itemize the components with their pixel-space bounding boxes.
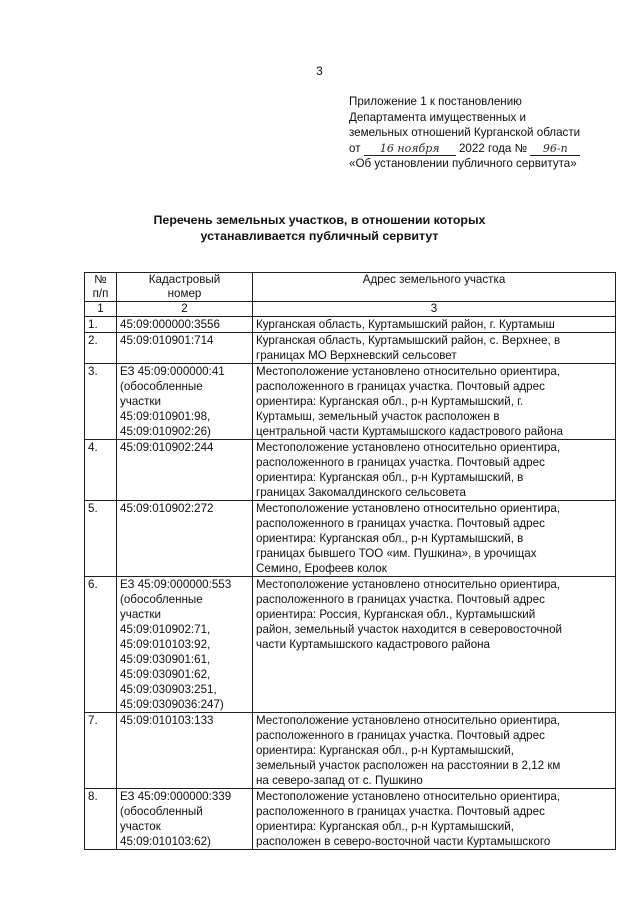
address-line: границах МО Верхневский сельсовет bbox=[256, 349, 457, 362]
cadastral-number-cell bbox=[117, 364, 253, 440]
header-cad-line-1: Кадастровый bbox=[148, 273, 221, 286]
col-index-1: 1 bbox=[85, 302, 117, 317]
cadastral-number-cell bbox=[117, 713, 253, 789]
row-number: 2. bbox=[85, 333, 117, 364]
address-line: расположенного в границах участка. Почтовый адрес bbox=[256, 805, 545, 818]
address-cell bbox=[253, 333, 616, 364]
table-row bbox=[85, 440, 616, 501]
table-body bbox=[85, 317, 616, 850]
address-cell bbox=[253, 364, 616, 440]
address-line: расположенного в границах участка. Почтовый адрес bbox=[256, 456, 545, 469]
cadastral-number-line: 45:09:010902:272 bbox=[120, 502, 214, 515]
address-line: Местоположение установлено относительно ориентира, bbox=[256, 441, 561, 454]
row-number: 3. bbox=[85, 364, 117, 440]
address-line: ориентира: Курганская обл., р-н Куртамышский, в bbox=[256, 471, 524, 484]
cadastral-number-line: (обособленные bbox=[120, 380, 203, 393]
header-num-line-1: № bbox=[94, 273, 107, 286]
cadastral-number-cell bbox=[117, 577, 253, 713]
address-cell bbox=[253, 789, 616, 850]
cadastral-number-line: 45:09:010902:244 bbox=[120, 441, 214, 454]
cadastral-number-cell bbox=[117, 789, 253, 850]
table-header-row bbox=[85, 273, 616, 302]
address-line: ориентира: Курганская обл., р-н Куртамышский, в bbox=[256, 532, 524, 545]
title-line-2: устанавливается публичный сервитут bbox=[200, 229, 439, 243]
appendix-line-3: земельных отношений Курганской области bbox=[349, 126, 581, 139]
appendix-line-1: Приложение 1 к постановлению bbox=[349, 95, 522, 108]
header-cadastral bbox=[117, 273, 253, 302]
cadastral-number-line: 45:09:000000:3556 bbox=[120, 318, 220, 331]
row-number: 1. bbox=[85, 317, 117, 333]
cadastral-number-cell bbox=[117, 317, 253, 333]
header-num-line-2: п/п bbox=[92, 287, 109, 300]
cadastral-number-line: 45:09:010103:92, bbox=[120, 638, 211, 651]
address-line: земельный участок расположен на расстоянии в 2,12 км bbox=[256, 759, 561, 772]
date-prefix: от bbox=[349, 141, 361, 155]
col-index-3: 3 bbox=[253, 302, 616, 317]
header-num bbox=[85, 273, 117, 302]
table-row bbox=[85, 364, 616, 440]
row-number: 8. bbox=[85, 789, 117, 850]
address-cell bbox=[253, 440, 616, 501]
year-text: 2022 года № bbox=[458, 141, 528, 155]
cadastral-number-cell bbox=[117, 501, 253, 577]
address-line: Семино, Ерофеев колок bbox=[256, 562, 387, 575]
table-row bbox=[85, 577, 616, 713]
appendix-line-2: Департамента имущественных и bbox=[349, 110, 526, 124]
address-line: части Куртамышского кадастрового района bbox=[256, 638, 491, 651]
address-line: Местоположение установлено относительно ориентира, bbox=[256, 578, 561, 591]
cadastral-number-line: 45:09:010901:98, bbox=[120, 410, 211, 423]
table-row bbox=[85, 333, 616, 364]
cadastral-number-line: 45:09:030901:62, bbox=[120, 668, 211, 681]
cadastral-number-line: 45:09:030901:61, bbox=[120, 653, 211, 666]
cadastral-number-line: участок bbox=[120, 820, 161, 833]
table-row bbox=[85, 317, 616, 333]
cadastral-number-cell bbox=[117, 333, 253, 364]
header-address bbox=[253, 273, 616, 302]
cadastral-number-line: ЕЗ 45:09:000000:41 bbox=[120, 365, 225, 378]
cadastral-number-line: ЕЗ 45:09:000000:339 bbox=[120, 790, 232, 803]
page-number: 3 bbox=[316, 64, 323, 78]
address-line: центральной части Куртамышского кадастрового района bbox=[256, 425, 563, 438]
header-addr-text: Адрес земельного участка bbox=[362, 273, 506, 286]
address-line: границах Закомалдинского сельсовета bbox=[256, 486, 466, 499]
address-line: Курганская область, Куртамышский район, г. Куртамыш bbox=[256, 318, 555, 331]
land-plots-table bbox=[84, 272, 616, 850]
address-line: Местоположение установлено относительно ориентира, bbox=[256, 714, 561, 727]
appendix-date-line bbox=[349, 141, 619, 157]
row-number: 6. bbox=[85, 577, 117, 713]
address-line: Курганская область, Куртамышский район, с. Верхнее, в bbox=[256, 334, 561, 347]
title-line-1: Перечень земельных участков, в отношении которых bbox=[153, 213, 486, 227]
address-cell bbox=[253, 577, 616, 713]
column-index-row bbox=[85, 302, 616, 317]
address-line: Местоположение установлено относительно ориентира, bbox=[256, 502, 561, 515]
address-line: район, земельный участок находится в северовосточной bbox=[256, 623, 563, 636]
address-line: расположен в северо-восточной части Куртамышского bbox=[256, 835, 551, 848]
cadastral-number-line: 45:09:010901:714 bbox=[120, 334, 214, 347]
address-line: ориентира: Россия, Курганская обл., Куртамышский bbox=[256, 608, 536, 621]
row-number: 7. bbox=[85, 713, 117, 789]
address-line: расположенного в границах участка. Почтовый адрес bbox=[256, 517, 545, 530]
cadastral-number-line: 45:09:010902:71, bbox=[120, 623, 211, 636]
address-cell bbox=[253, 501, 616, 577]
table-row bbox=[85, 713, 616, 789]
cadastral-number-line: участки bbox=[120, 608, 161, 621]
header-cad-line-2: номер bbox=[167, 287, 202, 300]
address-line: Местоположение установлено относительно ориентира, bbox=[256, 365, 561, 378]
address-line: ориентира: Курганская обл., р-н Куртамышский, bbox=[256, 744, 514, 757]
cadastral-number-line: 45:09:030903:251, bbox=[120, 683, 217, 696]
address-line: расположенного в границах участка. Почтовый адрес bbox=[256, 593, 545, 606]
address-line: расположенного в границах участка. Почтовый адрес bbox=[256, 380, 545, 393]
address-cell bbox=[253, 317, 616, 333]
cadastral-number-line: 45:09:0309036:247) bbox=[120, 698, 224, 711]
address-line: ориентира: Курганская обл., р-н Куртамышский, bbox=[256, 820, 514, 833]
cadastral-number-line: 45:09:010103:133 bbox=[120, 714, 214, 727]
row-number: 4. bbox=[85, 440, 117, 501]
address-line: Куртамыш, земельный участок расположен в bbox=[256, 410, 500, 423]
table-row bbox=[85, 789, 616, 850]
address-line: расположенного в границах участка. Почтовый адрес bbox=[256, 729, 545, 742]
cadastral-number-line: ЕЗ 45:09:000000:553 bbox=[120, 578, 232, 591]
cadastral-number-line: 45:09:010902:26) bbox=[120, 425, 211, 438]
handwritten-date: 16 ноября bbox=[364, 143, 456, 156]
cadastral-number-line: 45:09:010103:62) bbox=[120, 835, 211, 848]
document-title bbox=[0, 212, 639, 244]
table-row bbox=[85, 501, 616, 577]
cadastral-number-cell bbox=[117, 440, 253, 501]
cadastral-number-line: (обособленный bbox=[120, 805, 203, 818]
address-line: ориентира: Курганская обл., р-н Куртамышский, г. bbox=[256, 395, 524, 408]
appendix-block bbox=[349, 94, 619, 172]
cadastral-number-line: участки bbox=[120, 395, 161, 408]
appendix-line-5: «Об установлении публичного сервитута» bbox=[349, 157, 577, 170]
handwritten-number: 96-п bbox=[530, 143, 580, 156]
address-cell bbox=[253, 713, 616, 789]
row-number: 5. bbox=[85, 501, 117, 577]
cadastral-number-line: (обособленные bbox=[120, 593, 203, 606]
address-line: на северо-запад от с. Пушкино bbox=[256, 774, 423, 787]
address-line: Местоположение установлено относительно ориентира, bbox=[256, 790, 561, 803]
col-index-2: 2 bbox=[117, 302, 253, 317]
address-line: границах бывшего ТОО «им. Пушкина», в урочищах bbox=[256, 547, 537, 560]
